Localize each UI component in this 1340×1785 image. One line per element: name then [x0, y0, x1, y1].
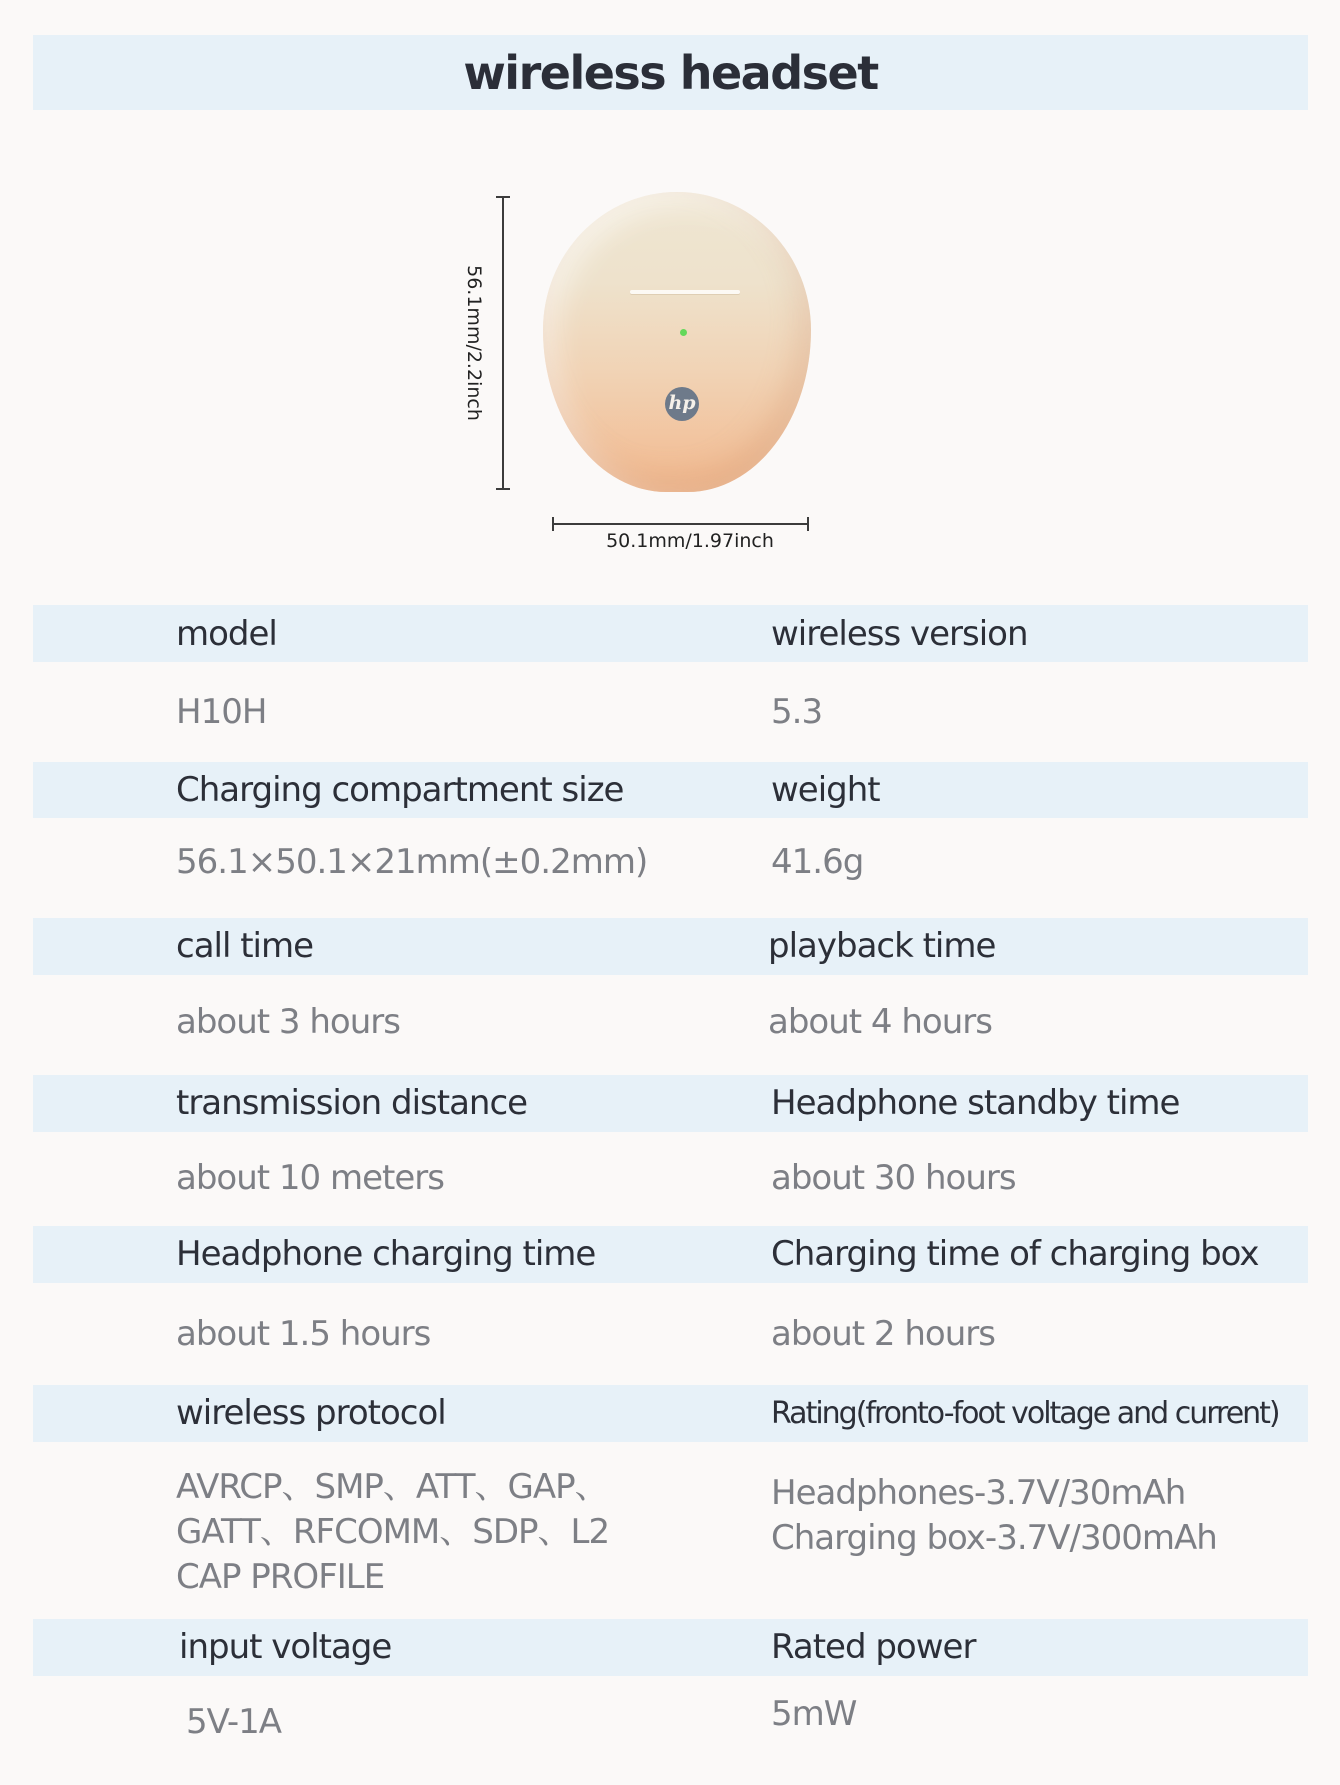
width-dimension-cap-left	[552, 517, 554, 531]
spec-value-wireless-protocol-line-2: GATT、RFCOMM、SDP、L2	[176, 1512, 610, 1552]
spec-value-charging-compartment-size: 56.1×50.1×21mm(±0.2mm)	[176, 842, 648, 882]
height-dimension-cap-top	[496, 196, 510, 198]
spec-label-weight: weight	[771, 770, 880, 810]
spec-label-rated-power: Rated power	[771, 1627, 976, 1667]
height-dimension-label: 56.1mm/2.2inch	[463, 265, 485, 421]
spec-value-input-voltage: 5V-1A	[186, 1702, 282, 1742]
height-dimension-cap-bottom	[496, 488, 510, 490]
width-dimension-line	[552, 523, 809, 525]
spec-value-wireless-protocol-line-1: AVRCP、SMP、ATT、GAP、	[176, 1467, 608, 1507]
spec-value-call-time: about 3 hours	[176, 1002, 400, 1042]
spec-label-call-time: call time	[176, 926, 314, 966]
spec-value-rated-power: 5mW	[771, 1694, 857, 1734]
spec-label-charging-box-time: Charging time of charging box	[771, 1234, 1259, 1274]
width-dimension-label: 50.1mm/1.97inch	[606, 530, 774, 552]
spec-value-wireless-version: 5.3	[771, 692, 823, 732]
spec-label-rating: Rating(fronto-foot voltage and current)	[771, 1396, 1279, 1431]
spec-value-model: H10H	[176, 692, 267, 732]
spec-value-wireless-protocol-line-3: CAP PROFILE	[176, 1557, 385, 1597]
spec-label-headphone-standby-time: Headphone standby time	[771, 1083, 1180, 1123]
spec-label-headphone-charging-time: Headphone charging time	[176, 1234, 596, 1274]
spec-value-rating-line-1: Headphones-3.7V/30mAh	[771, 1473, 1186, 1513]
spec-label-charging-compartment-size: Charging compartment size	[176, 770, 624, 810]
page-title: wireless headset	[463, 45, 878, 100]
spec-value-headphone-charging-time: about 1.5 hours	[176, 1314, 431, 1354]
spec-label-input-voltage: input voltage	[179, 1627, 392, 1667]
width-dimension-cap-right	[807, 517, 809, 531]
spec-value-headphone-standby-time: about 30 hours	[771, 1158, 1016, 1198]
indicator-light	[680, 329, 687, 336]
spec-value-rating-line-2: Charging box-3.7V/300mAh	[771, 1518, 1217, 1558]
title-banner	[33, 35, 1308, 110]
spec-label-playback-time: playback time	[768, 926, 996, 966]
spec-value-playback-time: about 4 hours	[768, 1002, 992, 1042]
spec-label-transmission-distance: transmission distance	[176, 1083, 528, 1123]
hp-logo-icon: hp	[665, 387, 699, 421]
spec-value-weight: 41.6g	[771, 842, 864, 882]
spec-value-transmission-distance: about 10 meters	[176, 1158, 444, 1198]
spec-label-wireless-protocol: wireless protocol	[176, 1393, 446, 1433]
height-dimension-line	[502, 196, 504, 490]
charging-case-image	[543, 192, 811, 492]
case-lid-seam	[630, 290, 740, 294]
spec-label-model: model	[176, 614, 277, 654]
spec-label-wireless-version: wireless version	[771, 614, 1028, 654]
spec-value-charging-box-time: about 2 hours	[771, 1314, 995, 1354]
